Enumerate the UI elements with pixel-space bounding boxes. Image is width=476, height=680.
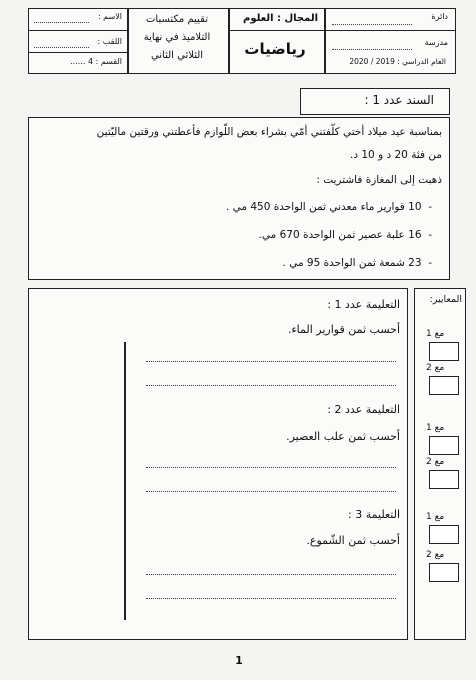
- answer-line: [146, 385, 396, 386]
- surname-label: اللقب :: [97, 37, 122, 46]
- criterion-label: مع 2: [426, 457, 445, 467]
- grade-box[interactable]: [429, 342, 459, 361]
- surname-dots: [34, 47, 89, 48]
- daira-dots: [332, 24, 412, 25]
- domain-label: المجال : العلوم: [243, 13, 318, 24]
- instruction-text: أحسب ثمن الشّموع.: [306, 534, 400, 547]
- document-intro-3: ذهبت إلى المغازة فاشتريت :: [316, 174, 442, 186]
- instructions-box: [28, 288, 408, 640]
- header-divider: [228, 8, 230, 74]
- criterion-label: مع 1: [426, 423, 445, 433]
- purchase-item: [34, 229, 432, 241]
- answer-line: [146, 361, 396, 362]
- answer-line: [146, 467, 396, 468]
- instruction-title: التعليمة عدد 2 :: [327, 403, 400, 416]
- class-label: القسم : 4 ......: [70, 57, 122, 66]
- header-row-line: [28, 52, 127, 53]
- document-intro-1: بمناسبة عيد ميلاد أختي كلّفتني أمّي بشراء بعض اللّوازم فأعطتني ورقتين ماليّتين: [96, 126, 442, 138]
- document-title: السند عدد 1 :: [364, 93, 434, 107]
- criteria-label: المعايير:: [429, 294, 462, 305]
- criterion-label: مع 1: [426, 512, 445, 522]
- instruction-text: أحسب ثمن قوارير الماء.: [288, 323, 400, 336]
- grade-box[interactable]: [429, 376, 459, 395]
- purchase-item-text: 23 شمعة ثمن الواحدة 95 مي .: [282, 257, 422, 269]
- criterion-label: مع 2: [426, 363, 445, 373]
- name-dots: [34, 22, 89, 23]
- daira-label: دائرة: [431, 12, 448, 21]
- header-row-line: [228, 30, 324, 31]
- page-number: 1: [235, 654, 243, 667]
- header-divider: [127, 8, 129, 74]
- grade-box[interactable]: [429, 470, 459, 489]
- school-dots: [332, 49, 412, 50]
- bullet-dash: -: [421, 229, 432, 241]
- instruction-title: التعليمة عدد 1 :: [327, 298, 400, 311]
- instruction-title: التعليمة 3 :: [348, 508, 400, 521]
- purchase-item: [34, 257, 432, 269]
- assessment-line-3: الثلاثي الثاني: [150, 50, 204, 61]
- name-label: الاسم :: [97, 12, 122, 21]
- bullet-dash: -: [421, 257, 432, 269]
- assessment-line-1: تقييم مكتسبات: [145, 14, 208, 25]
- answer-line: [146, 491, 396, 492]
- purchase-item-text: 10 قوارير ماء معدني ثمن الواحدة 450 مي .: [225, 201, 422, 213]
- grade-box[interactable]: [429, 563, 459, 582]
- criterion-label: مع 1: [426, 329, 445, 339]
- school-year: العام الدراسي : 2019 / 2020: [349, 57, 446, 66]
- document-intro-2: من فئة 20 د و 10 د.: [350, 149, 442, 161]
- header-row-line: [28, 30, 127, 31]
- document-box: [28, 117, 450, 280]
- margin-line: [124, 342, 126, 620]
- grade-box[interactable]: [429, 525, 459, 544]
- subject-title: رياضيات: [244, 40, 306, 58]
- instruction-text: أحسب ثمن علب العصير.: [286, 430, 400, 443]
- answer-line: [146, 574, 396, 575]
- bullet-dash: -: [421, 201, 432, 213]
- assessment-line-2: التلاميذ في نهاية: [143, 32, 211, 43]
- answer-line: [146, 598, 396, 599]
- purchase-item: [34, 201, 432, 213]
- school-label: مدرسة: [424, 38, 448, 47]
- criterion-label: مع 2: [426, 550, 445, 560]
- grade-box[interactable]: [429, 436, 459, 455]
- header-row-line: [324, 30, 456, 31]
- purchase-item-text: 16 علبة عصير ثمن الواحدة 670 مي.: [258, 229, 422, 241]
